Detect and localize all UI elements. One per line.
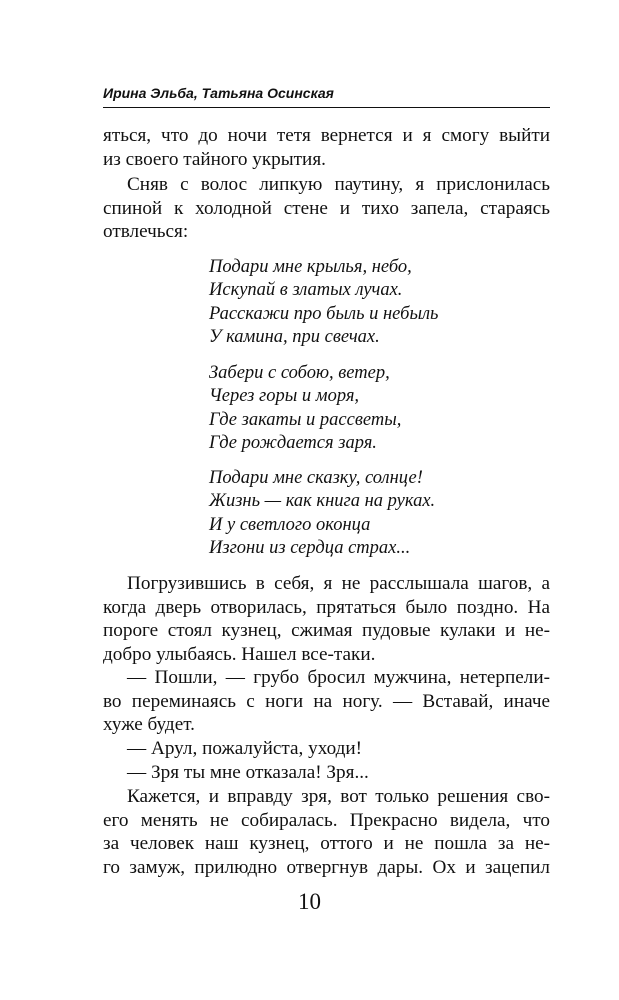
prose-paragraph-3 [103, 737, 550, 761]
poem-line: Искупай в златых лучах. [209, 280, 403, 301]
prose-paragraph-4 [103, 761, 550, 785]
text-line: его менять не собиралась. Прекрасно видела, что [103, 809, 550, 831]
text-line: за человек наш кузнец, оттого и не пошла за не- [103, 833, 550, 855]
poem-line: Через горы и моря, [209, 386, 360, 407]
lead-in-paragraph [103, 173, 550, 244]
text-line: из своего тайного укрытия. [103, 148, 326, 170]
text-line: — Арул, пожалуйста, уходи! [127, 738, 363, 759]
poem-line: Забери с собою, ветер, [209, 363, 390, 383]
text-line: спиной к холодной стене и тихо запела, стараясь [103, 197, 550, 219]
text-line: пороге стоял кузнец, сжимая пудовые кулаки и не- [103, 620, 550, 642]
text-line: яться, что до ночи тетя вернется и я смогу выйти [103, 125, 550, 146]
poem-line: Подари мне сказку, солнце! [209, 468, 423, 488]
text-line: — Пошли, — грубо бросил мужчина, нетерпели- [127, 667, 550, 688]
text-line: хуже будет. [103, 714, 195, 736]
prose-paragraph-2 [103, 666, 550, 737]
poem-line: Где рождается заря. [209, 432, 377, 453]
poem-line: У камина, при свечах. [209, 326, 380, 347]
text-line: отвлечься: [103, 221, 189, 243]
poem-line: Изгони из сердца страх... [209, 537, 411, 558]
poem-line: Жизнь — как книга на руках. [209, 491, 436, 512]
poem-stanza-3 [209, 467, 529, 560]
text-line: добро улыбаясь. Нашел все-таки. [103, 643, 376, 665]
text-line: — Зря ты мне отказала! Зря... [127, 762, 369, 783]
poem-line: Подари мне крылья, небо, [209, 257, 412, 277]
prose-paragraph-1 [103, 572, 550, 666]
page-number: 10 [298, 889, 321, 914]
text-line: когда дверь отворилась, прятаться было поздно. На [103, 596, 550, 618]
text-line: го замуж, прилюдно отвергнув дары. Ох и зацепил [103, 856, 550, 878]
poem-line: И у светлого оконца [209, 514, 371, 535]
text-line: во переминаясь с ноги на ногу. — Вставай, иначе [103, 690, 550, 712]
poem-stanza-2 [209, 362, 529, 455]
prose-paragraph-5 [103, 785, 550, 879]
text-line: Сняв с волос липкую паутину, я прислонилась [127, 174, 550, 195]
poem-line: Расскажи про быль и небыль [209, 303, 439, 324]
opening-paragraph [103, 124, 550, 171]
text-line: Погрузившись в себя, я не расслышала шагов, а [127, 573, 550, 594]
text-line: Кажется, и вправду зря, вот только решения сво- [127, 786, 550, 807]
running-head: Ирина Эльба, Татьяна Осинская [103, 83, 550, 108]
poem-stanza-1 [209, 256, 529, 349]
poem-line: Где закаты и рассветы, [209, 409, 402, 430]
